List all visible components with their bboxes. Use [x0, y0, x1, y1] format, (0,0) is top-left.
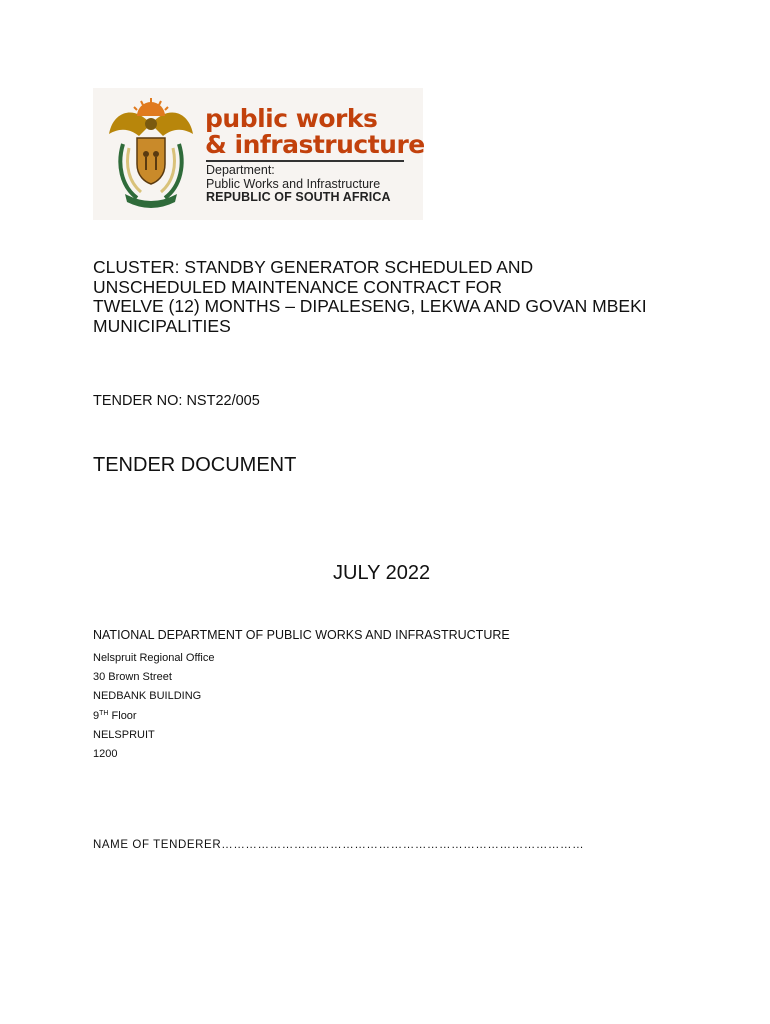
floor-number: 9 [93, 710, 100, 723]
title-line-1: CLUSTER: STANDBY GENERATOR SCHEDULED AND [93, 257, 534, 277]
coat-of-arms-icon [103, 94, 199, 212]
title-line-3: TWELVE (12) MONTHS – DIPALESENG, LEKWA AND GOVAN MBEKI [93, 296, 647, 316]
address-block [93, 628, 510, 764]
address-heading: NATIONAL DEPARTMENT OF PUBLIC WORKS AND INFRASTRUCTURE [93, 628, 510, 642]
brand-name-line2: & infrastructure [205, 130, 425, 159]
department-name: Public Works and Infrastructure [206, 177, 381, 191]
address-building: NEDBANK BUILDING [93, 689, 202, 702]
title-line-2: UNSCHEDULED MAINTENANCE CONTRACT FOR [93, 276, 503, 297]
document-type-heading: TENDER DOCUMENT [93, 454, 297, 476]
address-floor [93, 705, 510, 726]
title-line-4: MUNICIPALITIES [93, 315, 231, 336]
document-date: JULY 2022 [333, 562, 431, 584]
floor-ordinal: TH [99, 710, 109, 718]
address-city: NELSPRUIT [93, 729, 155, 742]
tenderer-name-field[interactable]: NAME OF TENDERER……………………………………………………………………………… [93, 839, 585, 851]
floor-word: Floor [108, 710, 137, 723]
address-office: Nelspruit Regional Office [93, 652, 215, 664]
document-title [93, 258, 713, 336]
country-name: REPUBLIC OF SOUTH AFRICA [206, 190, 391, 204]
tender-number: TENDER NO: NST22/005 [93, 393, 260, 409]
department-label: Department: [206, 163, 275, 177]
address-postal-code: 1200 [93, 747, 118, 760]
address-street: 30 Brown Street [93, 670, 172, 683]
department-logo [93, 88, 423, 220]
brand-divider [206, 160, 404, 162]
brand-name-line1: public works [205, 104, 378, 133]
